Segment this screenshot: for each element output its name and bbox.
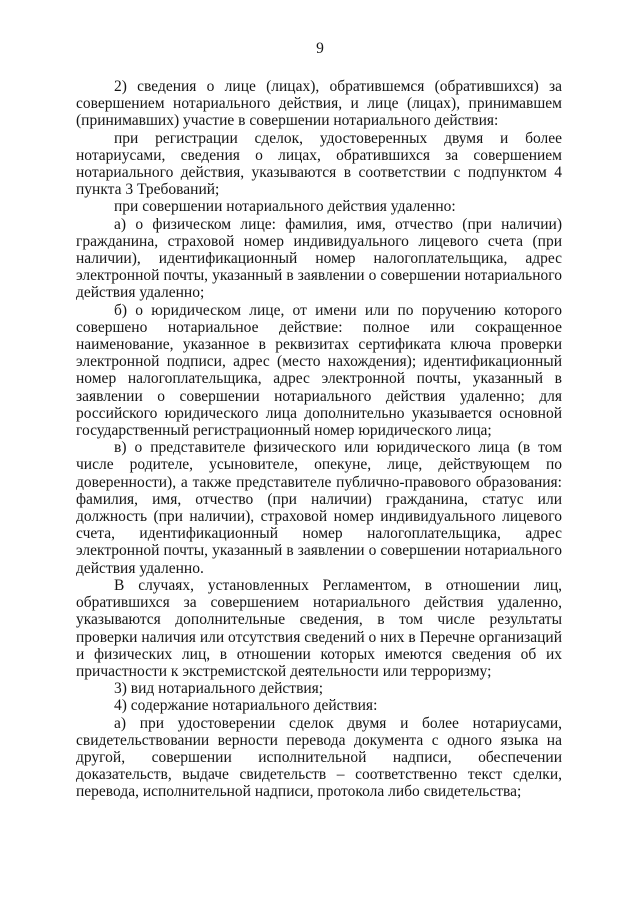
paragraph-registration-notaries: при регистрации сделок, удостоверенных двумя и более нотариусами, сведения о лицах, обратившихся за совершением нотариального действия, указываются в соответствии с подпунктом 4 пункта 3 Требований; (76, 129, 562, 199)
document-body (76, 78, 562, 801)
paragraph-remote-intro: при совершении нотариального действия удаленно: (114, 198, 456, 216)
paragraph-item-4-sub-a: а) при удостоверении сделок двумя и более нотариусами, свидетельствовании верности перевода документа с одного языка на другой, совершении исполнительной надписи, обеспечении доказательств, выдаче свидетельств – соответственно текст сделки, перевода, исполнительной надписи, протокола либо свидетельства; (76, 714, 562, 801)
paragraph-additional-info: В случаях, установленных Регламентом, в отношении лиц, обратившихся за совершением нотариального действия удаленно, указываются дополнительные сведения, в том числе результаты проверки наличия или отсутствия сведений о них в Перечне организаций и физических лиц, в отношении которых имеются сведения об их причастности к экстремистской деятельности или терроризму; (76, 576, 562, 680)
paragraph-item-3-type: 3) вид нотариального действия; (114, 680, 324, 698)
paragraph-sub-b-legal-entity: б) о юридическом лице, от имени или по поручению которого совершено нотариальное действие: полное или сокращенное наименование, указанное в реквизитах сертификата ключа проверки электронной подписи, адрес (место нахождения); идентификационный номер налогоплательщика, адрес электронной почты, указанный в заявлении о совершении нотариального действия удаленно; для российского юридического лица дополнительно указывается основной государственный регистрационный номер юридического лица; (76, 301, 562, 440)
paragraph-sub-a-individual: а) о физическом лице: фамилия, имя, отчество (при наличии) гражданина, страховой номер индивидуального лицевого счета (при наличии), идентификационный номер налогоплательщика, адрес электронной почты, указанный в заявлении о совершении нотариального действия удаленно; (76, 215, 562, 302)
paragraph-item-4-content: 4) содержание нотариального действия: (114, 697, 378, 715)
page-number: 9 (316, 40, 324, 57)
paragraph-sub-v-representative: в) о представителе физического или юридического лица (в том числе родителе, усыновителе, опекуне, лице, действующем по доверенности), а также представителе публично-правового образования: фамилия, имя, отчество (при наличии) гражданина, статус или должность (при наличии), страховой номер индивидуального лицевого счета, идентификационный номер налогоплательщика, адрес электронной почты, указанный в заявлении о совершении нотариального действия удаленно. (76, 439, 562, 577)
paragraph-item-2-info: 2) сведения о лице (лицах), обратившемся (обратившихся) за совершением нотариального действия, и лице (лицах), принимавшем (принимавших) участие в совершении нотариального действия: (76, 78, 562, 130)
